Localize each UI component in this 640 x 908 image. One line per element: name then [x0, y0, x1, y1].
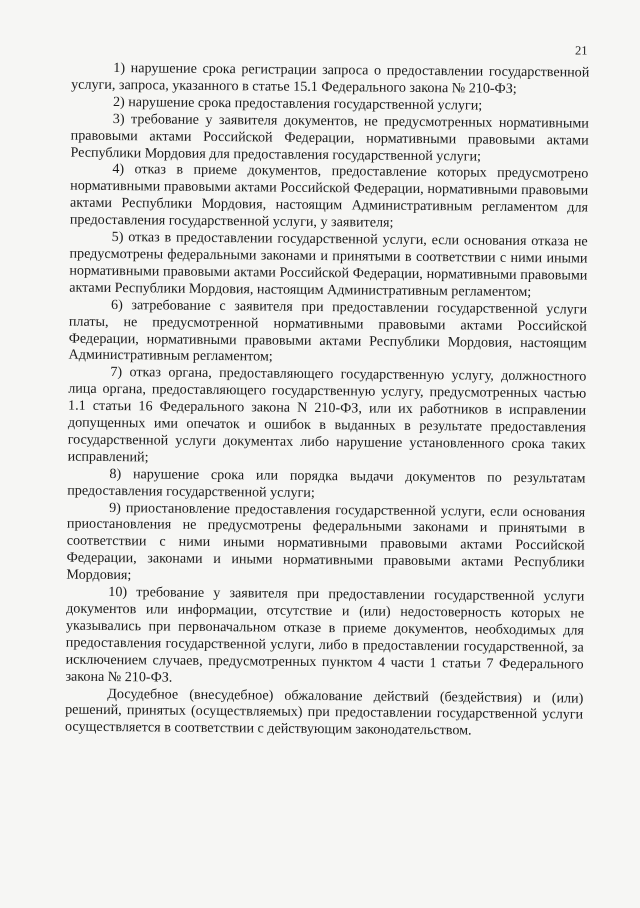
item-7-correction-refusal: 7) отказ органа, предоставляющего государственную услугу, должностного лица органа, предоставляющего государственную услугу, предусмотренных частью 1.1 статьи 16 Федерального закона N 210-ФЗ, или их работников в исправлении допущенных ими опечаток и ошибок в выданных в результате предоставления государственной услуги документах либо нарушение установленного срока таких исправлений; — [67, 364, 587, 466]
item-4-document-acceptance-refusal: 4) отказ в приеме документов, предоставление которых предусмотрено нормативными правовыми актами Российской Федерации, нормативными правовыми актами Республики Мордовия, настоящим Административным регламентом для предоставления государственной услуги, у заявителя; — [69, 161, 589, 231]
item-3-extra-documents-requirement: 3) требование у заявителя документов, не предусмотренных нормативными правовыми актами Российской Федерации, нормативными правовыми актами Республики Мордовия для предоставления государственной услуги; — [70, 110, 589, 165]
item-9-service-suspension: 9) приостановление предоставления государственной услуги, если основания приостановления не предусмотрены федеральными законами и принятыми в соответствии с ними иными нормативными правовыми актами Российской Федерации, законами и иными нормативными правовыми актами Республики Мордовия; — [66, 499, 586, 584]
document-body — [65, 60, 589, 741]
item-8-issuance-violation: 8) нарушение срока или порядка выдачи документов по результатам предоставления государственной услуги; — [67, 465, 586, 501]
page-number: 21 — [574, 43, 588, 58]
item-2-service-deadline-violation: 2) нарушение срока предоставления государственной услуги; — [112, 93, 483, 114]
item-5-service-refusal: 5) отказ в предоставлении государственной услуги, если основания отказа не предусмотрены федеральными законами и принятыми в соответствии с ними иными нормативными правовыми актами Российской Федерации, нормативными правовыми актами Республики Мордовия, настоящим Административным регламентом; — [69, 229, 588, 300]
item-6-fee-demand: 6) затребование с заявителя при предоставлении государственной услуги платы, не предусмотренной нормативными правовыми актами Российской Федерации, нормативными правовыми актами Республики Мордовия, настоящим Административным регламентом; — [68, 296, 588, 365]
pretrial-appeal-paragraph: Досудебное (внесудебное) обжалование действий (бездействия) и (или) решений, принятых (осуществляемых) при предоставлении государственной услуги осуществляется в соответствии с действующим законодательством. — [64, 685, 584, 739]
item-1-registration-deadline-violation: 1) нарушение срока регистрации запроса о предоставлении государственной услуги, запроса, указанного в статье 15.1 Федерального закона № 210-ФЗ; — [71, 60, 590, 97]
item-10-document-requirement: 10) требование у заявителя при предоставлении государственной услуги документов или информации, отсутствие и (или) недостоверность которых не указывались при первоначальном отказе в приеме документов, необходимых для предоставления государственной услуги, либо в предоставлении государственной, за исключением случаев, предусмотренных пунктом 4 части 1 статьи 7 Федерального закона № 210-ФЗ. — [65, 584, 585, 686]
